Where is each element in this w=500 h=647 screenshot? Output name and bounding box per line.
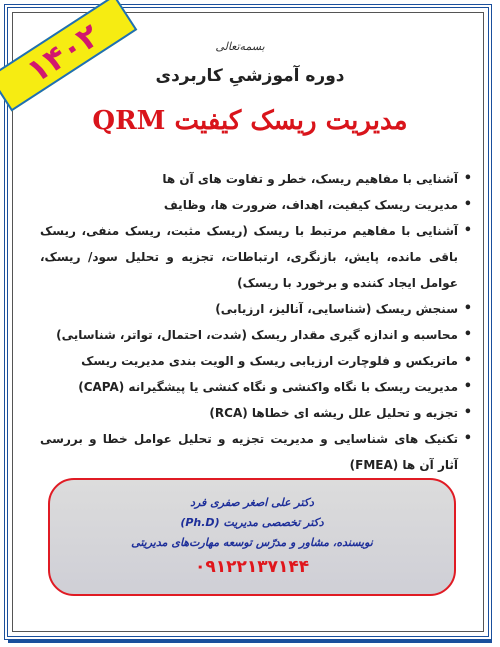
- list-item: • مدیریت ریسک کیفیت، اهداف، ضرورت ها، وظایف: [40, 192, 472, 218]
- topic-list: [40, 166, 472, 478]
- course-title: مدیریت ریسک کیفیت QRM: [92, 106, 408, 136]
- bismillah: بسمه‌تعالی: [215, 40, 265, 53]
- list-item: • ماتریکس و فلوچارت ارزیابی ریسک و الویت بندی مدیریت ریسک: [40, 348, 472, 374]
- instructor-degree: دکتر تخصصی مدیریت (Ph.D): [180, 516, 324, 529]
- year-badge: ۱۴۰۲: [0, 0, 137, 111]
- list-item: • تجزیه و تحلیل علل ریشه ای خطاها (RCA): [40, 400, 472, 426]
- course-type: دوره آموزشیِ کاربردی: [155, 66, 345, 86]
- instructor-name: دکتر علی اصغر صفری فرد: [190, 496, 314, 509]
- instructor-role: نویسنده، مشاور و مدرّس توسعه مهارت‌های مدیریتی: [131, 536, 373, 549]
- list-item: • محاسبه و اندازه گیری مقدار ریسک (شدت، احتمال، تواتر، شناسایی): [40, 322, 472, 348]
- list-item: • مدیریت ریسک با نگاه واکنشی و نگاه کنشی یا پیشگیرانه (CAPA): [40, 374, 472, 400]
- list-item: • آشنایی با مفاهیم ریسک، خطر و تفاوت های آن ها: [40, 166, 472, 192]
- list-item: • آشنایی با مفاهیم مرتبط با ریسک (ریسک مثبت، ریسک منفی، ریسک باقی مانده، پایش، بازنگری، ارتباطات، تجزیه و تحلیل سود/ ریسک، عوامل ایجاد کننده و برخورد با ریسک): [40, 218, 472, 296]
- list-item: • تکنیک های شناسایی و مدیریت تجزیه و تحلیل عوامل خطا و بررسی آثار آن ها (FMEA): [40, 426, 472, 478]
- list-item: • سنجش ریسک (شناسایی، آنالیز، ارزیابی): [40, 296, 472, 322]
- phone-number: ۰۹۱۲۲۱۳۷۱۴۴: [194, 557, 310, 577]
- bottom-rule: [8, 640, 492, 643]
- contact-box: [48, 478, 456, 596]
